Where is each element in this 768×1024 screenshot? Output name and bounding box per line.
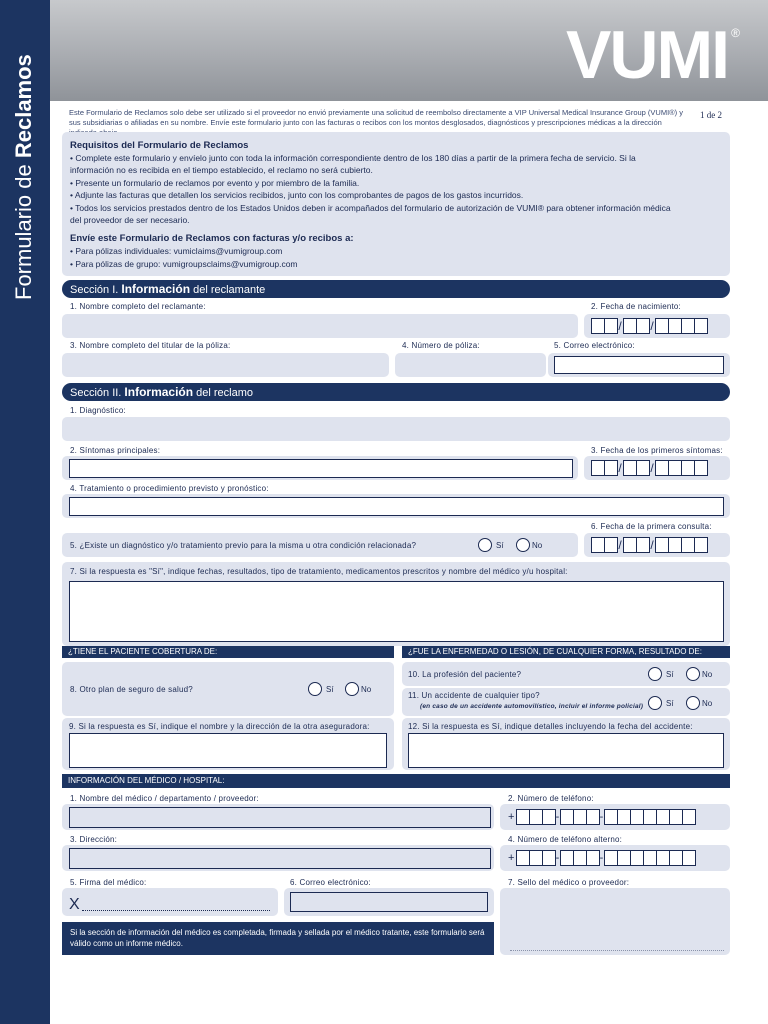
birth-date-field[interactable]: / / xyxy=(591,318,707,334)
email-field[interactable] xyxy=(554,356,724,374)
first-consult-date-label: 6. Fecha de la primera consulta: xyxy=(591,522,712,531)
address-field[interactable] xyxy=(69,848,491,869)
send-item: • Para pólizas de grupo: vumigroupsclaims@vumigroup.com xyxy=(70,259,298,269)
symptoms-field[interactable] xyxy=(69,459,573,478)
prior-diagnosis-yes-label: Sí xyxy=(496,541,504,550)
accident-note: (en caso de un accidente automovilístico, incluir el informe policial) xyxy=(420,703,644,710)
prior-diagnosis-no-radio[interactable] xyxy=(516,538,530,552)
accident-yes-radio[interactable] xyxy=(648,696,662,710)
phone-label: 2. Número de teléfono: xyxy=(508,794,594,803)
other-insurer-field[interactable] xyxy=(69,733,387,768)
requirement-item: información no es recibida en el tiempo establecido, el reclamo no será cubierto. xyxy=(70,165,373,175)
registered-mark: ® xyxy=(731,26,740,40)
claimant-name-field[interactable] xyxy=(62,314,578,338)
requirement-item: • Todos los servicios prestados dentro de los Estados Unidos deben ir acompañados del formulario de autorización de VUMI® para obtener información médica xyxy=(70,203,671,213)
other-insurance-yes-radio[interactable] xyxy=(308,682,322,696)
address-label: 3. Dirección: xyxy=(70,835,118,844)
accident-label: 11. Un accidente de cualquier tipo? xyxy=(408,691,540,700)
alt-phone-field[interactable]: + - - xyxy=(508,850,695,866)
requirement-item: • Presente un formulario de reclamos por evento y por miembro de la familia. xyxy=(70,178,360,188)
policyholder-name-label: 3. Nombre completo del titular de la póliza: xyxy=(70,341,231,350)
signature-x-mark: X xyxy=(69,896,80,913)
other-insurance-label: 8. Otro plan de seguro de salud? xyxy=(70,685,193,694)
signature-line xyxy=(82,910,270,911)
doctor-name-field[interactable] xyxy=(69,807,491,828)
doctor-seal-label: 7. Sello del médico o proveedor: xyxy=(508,878,630,887)
diagnosis-label: 1. Diagnóstico: xyxy=(70,406,126,415)
policyholder-name-field[interactable] xyxy=(62,353,389,377)
send-title: Envíe este Formulario de Reclamos con facturas y/o recibos a: xyxy=(70,233,354,244)
accident-no-radio[interactable] xyxy=(686,696,700,710)
form-title-vertical: Formulario de Reclamos xyxy=(11,54,36,300)
send-item: • Para pólizas individuales: vumiclaims@vumigroup.com xyxy=(70,246,283,256)
diagnosis-field[interactable] xyxy=(62,417,730,441)
other-insurance-no-label: No xyxy=(361,685,372,694)
other-insurance-no-radio[interactable] xyxy=(345,682,359,696)
accident-details-field[interactable] xyxy=(408,733,724,768)
requirements-box xyxy=(62,132,730,276)
profession-yes-radio[interactable] xyxy=(648,667,662,681)
accident-no-label: No xyxy=(702,699,713,708)
sidebar xyxy=(0,0,50,1024)
prior-diagnosis-no-label: No xyxy=(532,541,543,550)
doctor-signature-field[interactable] xyxy=(62,888,278,916)
alt-phone-label: 4. Número de teléfono alterno: xyxy=(508,835,623,844)
other-insurer-label: 9. Si la respuesta es Sí, indique el nombre y la dirección de la otra aseguradora: xyxy=(69,722,370,731)
prior-diagnosis-yes-radio[interactable] xyxy=(478,538,492,552)
cause-header: ¿FUE LA ENFERMEDAD O LESIÓN, DE CUALQUIER FORMA, RESULTADO DE: xyxy=(402,646,730,658)
doctor-seal-field[interactable] xyxy=(500,888,730,955)
policy-number-field[interactable] xyxy=(395,353,546,377)
birth-date-label: 2. Fecha de nacimiento: xyxy=(591,302,681,311)
intro-text: Este Formulario de Reclamos solo debe ser utilizado si el proveedor no envió previamente una solicitud de reembolso directamente a VIP Universal Medical Insurance Group (VUMI®) y sus subsidiarias o afiliadas en su nombre. Envíe este formulario junto con las facturas o recibos con los montos desglosados, diagnósticos y prescripciones médicas a la dirección xyxy=(69,108,684,127)
seal-line xyxy=(510,950,724,951)
symptoms-label: 2. Síntomas principales: xyxy=(70,446,161,455)
coverage-header: ¿TIENE EL PACIENTE COBERTURA DE: xyxy=(62,646,394,658)
prior-diagnosis-label: 5. ¿Existe un diagnóstico y/o tratamiento previo para la misma u otra condición relacionada? xyxy=(70,541,417,550)
profession-no-label: No xyxy=(702,670,713,679)
doctor-note: Si la sección de información del médico es completada, firmada y sellada por el médico tratante, este formulario será válido como un informe médico. xyxy=(62,922,494,955)
doctor-email-label: 6. Correo electrónico: xyxy=(290,878,371,887)
profession-yes-label: Sí xyxy=(666,670,674,679)
treatment-label: 4. Tratamiento o procedimiento previsto y pronóstico: xyxy=(70,484,269,493)
doctor-name-label: 1. Nombre del médico / departamento / proveedor: xyxy=(70,794,259,803)
profession-label: 10. La profesión del paciente? xyxy=(408,670,522,679)
claimant-name-label: 1. Nombre completo del reclamante: xyxy=(70,302,206,311)
policy-number-label: 4. Número de póliza: xyxy=(402,341,480,350)
phone-field[interactable]: + - - xyxy=(508,809,695,825)
requirements-title: Requisitos del Formulario de Reclamos xyxy=(70,140,249,151)
accident-details-label: 12. Si la respuesta es Sí, indique detalles incluyendo la fecha del accidente: xyxy=(408,722,693,731)
section-1-header: Sección I. Información del reclamante xyxy=(62,280,730,298)
doctor-signature-label: 5. Firma del médico: xyxy=(70,878,147,887)
vumi-logo: VUMI xyxy=(566,17,728,93)
requirement-item: • Complete este formulario y envíelo junto con toda la información correspondiente dentro de los 180 días a partir de la primera fecha de servicio. Si la xyxy=(70,153,636,163)
other-insurance-yes-label: Sí xyxy=(326,685,334,694)
prior-details-field[interactable] xyxy=(69,581,724,642)
profession-no-radio[interactable] xyxy=(686,667,700,681)
treatment-field[interactable] xyxy=(69,497,724,516)
header-banner xyxy=(50,0,768,101)
first-symptoms-date-label: 3. Fecha de los primeros síntomas: xyxy=(591,446,723,455)
prior-details-label: 7. Si la respuesta es "Sí", indique fechas, resultados, tipo de tratamiento, medicamentos prescritos y nombre del médico y/u hospital: xyxy=(70,567,568,576)
section-2-header: Sección II. Información del reclamo xyxy=(62,383,730,401)
accident-yes-label: Sí xyxy=(666,699,674,708)
doctor-email-field[interactable] xyxy=(290,892,488,912)
first-consult-date-field[interactable]: / / xyxy=(591,537,707,553)
requirement-item: • Adjunte las facturas que detallen los servicios recibidos, junto con los comprobantes de pagos de los gastos incurridos. xyxy=(70,190,524,200)
email-label: 5. Correo electrónico: xyxy=(554,341,635,350)
doctor-header: INFORMACIÓN DEL MÉDICO / HOSPITAL: xyxy=(62,774,730,788)
page-number: 1 de 2 xyxy=(700,110,722,120)
requirement-item: del proveedor de ser necesario. xyxy=(70,215,190,225)
first-symptoms-date-field[interactable]: / / xyxy=(591,460,707,476)
